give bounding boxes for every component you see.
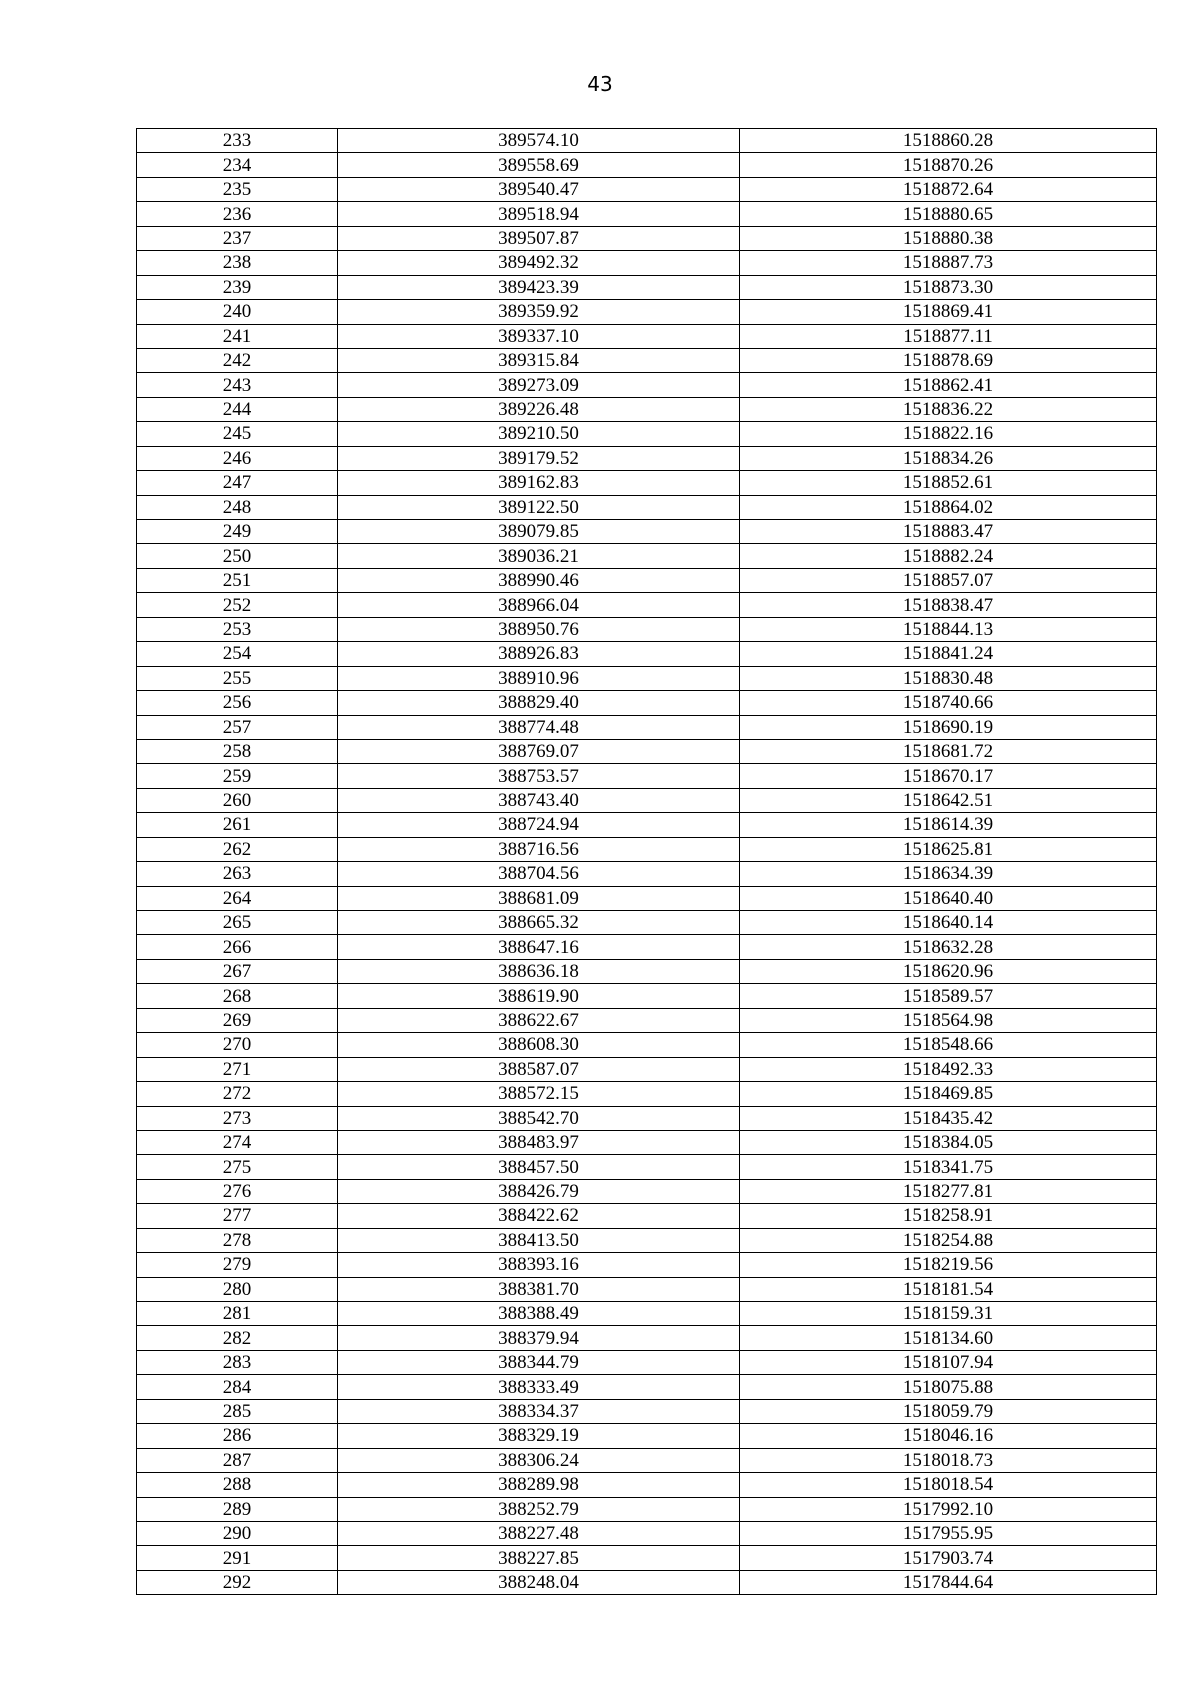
y-coordinate-cell: 1517903.74 <box>740 1546 1157 1570</box>
point-number-cell: 290 <box>137 1521 338 1545</box>
point-number-cell: 238 <box>137 251 338 275</box>
point-number-cell: 270 <box>137 1033 338 1057</box>
point-number-cell: 274 <box>137 1130 338 1154</box>
x-coordinate-cell: 388333.49 <box>338 1375 740 1399</box>
x-coordinate-cell: 388774.48 <box>338 715 740 739</box>
y-coordinate-cell: 1518834.26 <box>740 446 1157 470</box>
point-number-cell: 276 <box>137 1179 338 1203</box>
x-coordinate-cell: 388769.07 <box>338 739 740 763</box>
table-row <box>137 324 1157 348</box>
y-coordinate-cell: 1518860.28 <box>740 129 1157 153</box>
y-coordinate-cell: 1518159.31 <box>740 1302 1157 1326</box>
x-coordinate-cell: 388622.67 <box>338 1008 740 1032</box>
point-number-cell: 249 <box>137 520 338 544</box>
y-coordinate-cell: 1518870.26 <box>740 153 1157 177</box>
table-row <box>137 666 1157 690</box>
x-coordinate-cell: 388990.46 <box>338 568 740 592</box>
x-coordinate-cell: 389423.39 <box>338 275 740 299</box>
table-row <box>137 1057 1157 1081</box>
table-row <box>137 1228 1157 1252</box>
y-coordinate-cell: 1518841.24 <box>740 642 1157 666</box>
table-row <box>137 1033 1157 1057</box>
x-coordinate-cell: 389273.09 <box>338 373 740 397</box>
x-coordinate-cell: 389162.83 <box>338 471 740 495</box>
x-coordinate-cell: 388636.18 <box>338 959 740 983</box>
table-row <box>137 1179 1157 1203</box>
x-coordinate-cell: 389492.32 <box>338 251 740 275</box>
y-coordinate-cell: 1518564.98 <box>740 1008 1157 1032</box>
y-coordinate-cell: 1518075.88 <box>740 1375 1157 1399</box>
y-coordinate-cell: 1518862.41 <box>740 373 1157 397</box>
y-coordinate-cell: 1518134.60 <box>740 1326 1157 1350</box>
table-row <box>137 300 1157 324</box>
y-coordinate-cell: 1518883.47 <box>740 520 1157 544</box>
x-coordinate-cell: 388379.94 <box>338 1326 740 1350</box>
table-row <box>137 715 1157 739</box>
y-coordinate-cell: 1518836.22 <box>740 397 1157 421</box>
point-number-cell: 242 <box>137 348 338 372</box>
table-row <box>137 226 1157 250</box>
y-coordinate-cell: 1518872.64 <box>740 177 1157 201</box>
table-row <box>137 373 1157 397</box>
y-coordinate-cell: 1518548.66 <box>740 1033 1157 1057</box>
point-number-cell: 235 <box>137 177 338 201</box>
point-number-cell: 257 <box>137 715 338 739</box>
point-number-cell: 275 <box>137 1155 338 1179</box>
y-coordinate-cell: 1518864.02 <box>740 495 1157 519</box>
point-number-cell: 236 <box>137 202 338 226</box>
x-coordinate-cell: 389079.85 <box>338 520 740 544</box>
x-coordinate-cell: 388926.83 <box>338 642 740 666</box>
point-number-cell: 267 <box>137 959 338 983</box>
y-coordinate-cell: 1518844.13 <box>740 617 1157 641</box>
point-number-cell: 237 <box>137 226 338 250</box>
table-row <box>137 1082 1157 1106</box>
table-row <box>137 1521 1157 1545</box>
point-number-cell: 280 <box>137 1277 338 1301</box>
y-coordinate-cell: 1518640.40 <box>740 886 1157 910</box>
table-row <box>137 1130 1157 1154</box>
x-coordinate-cell: 388619.90 <box>338 984 740 1008</box>
x-coordinate-cell: 388572.15 <box>338 1082 740 1106</box>
table-row <box>137 1473 1157 1497</box>
y-coordinate-cell: 1518620.96 <box>740 959 1157 983</box>
y-coordinate-cell: 1518838.47 <box>740 593 1157 617</box>
y-coordinate-cell: 1518857.07 <box>740 568 1157 592</box>
y-coordinate-cell: 1517844.64 <box>740 1570 1157 1594</box>
point-number-cell: 283 <box>137 1350 338 1374</box>
point-number-cell: 265 <box>137 911 338 935</box>
point-number-cell: 233 <box>137 129 338 153</box>
coordinates-table-body <box>137 129 1157 1595</box>
table-row <box>137 911 1157 935</box>
table-row <box>137 1424 1157 1448</box>
y-coordinate-cell: 1518877.11 <box>740 324 1157 348</box>
table-row <box>137 813 1157 837</box>
x-coordinate-cell: 389210.50 <box>338 422 740 446</box>
y-coordinate-cell: 1518634.39 <box>740 862 1157 886</box>
point-number-cell: 284 <box>137 1375 338 1399</box>
point-number-cell: 259 <box>137 764 338 788</box>
x-coordinate-cell: 388704.56 <box>338 862 740 886</box>
table-row <box>137 739 1157 763</box>
table-row <box>137 984 1157 1008</box>
x-coordinate-cell: 388743.40 <box>338 788 740 812</box>
point-number-cell: 255 <box>137 666 338 690</box>
y-coordinate-cell: 1518258.91 <box>740 1204 1157 1228</box>
y-coordinate-cell: 1518589.57 <box>740 984 1157 1008</box>
table-row <box>137 1375 1157 1399</box>
point-number-cell: 262 <box>137 837 338 861</box>
y-coordinate-cell: 1518642.51 <box>740 788 1157 812</box>
x-coordinate-cell: 388647.16 <box>338 935 740 959</box>
point-number-cell: 244 <box>137 397 338 421</box>
x-coordinate-cell: 388483.97 <box>338 1130 740 1154</box>
point-number-cell: 252 <box>137 593 338 617</box>
y-coordinate-cell: 1518869.41 <box>740 300 1157 324</box>
x-coordinate-cell: 388716.56 <box>338 837 740 861</box>
y-coordinate-cell: 1518181.54 <box>740 1277 1157 1301</box>
point-number-cell: 246 <box>137 446 338 470</box>
x-coordinate-cell: 389359.92 <box>338 300 740 324</box>
x-coordinate-cell: 388753.57 <box>338 764 740 788</box>
y-coordinate-cell: 1518887.73 <box>740 251 1157 275</box>
x-coordinate-cell: 388344.79 <box>338 1350 740 1374</box>
point-number-cell: 254 <box>137 642 338 666</box>
table-row <box>137 129 1157 153</box>
y-coordinate-cell: 1518882.24 <box>740 544 1157 568</box>
table-row <box>137 837 1157 861</box>
point-number-cell: 264 <box>137 886 338 910</box>
y-coordinate-cell: 1518880.38 <box>740 226 1157 250</box>
table-row <box>137 1448 1157 1472</box>
y-coordinate-cell: 1518822.16 <box>740 422 1157 446</box>
x-coordinate-cell: 388457.50 <box>338 1155 740 1179</box>
point-number-cell: 269 <box>137 1008 338 1032</box>
y-coordinate-cell: 1518046.16 <box>740 1424 1157 1448</box>
table-row <box>137 862 1157 886</box>
table-row <box>137 544 1157 568</box>
point-number-cell: 258 <box>137 739 338 763</box>
table-row <box>137 1106 1157 1130</box>
table-row <box>137 1204 1157 1228</box>
page-number: 43 <box>587 72 613 96</box>
table-row <box>137 593 1157 617</box>
x-coordinate-cell: 388910.96 <box>338 666 740 690</box>
y-coordinate-cell: 1518670.17 <box>740 764 1157 788</box>
y-coordinate-cell: 1518384.05 <box>740 1130 1157 1154</box>
point-number-cell: 289 <box>137 1497 338 1521</box>
point-number-cell: 256 <box>137 691 338 715</box>
x-coordinate-cell: 389507.87 <box>338 226 740 250</box>
x-coordinate-cell: 388966.04 <box>338 593 740 617</box>
point-number-cell: 291 <box>137 1546 338 1570</box>
x-coordinate-cell: 389315.84 <box>338 348 740 372</box>
x-coordinate-cell: 388248.04 <box>338 1570 740 1594</box>
table-row <box>137 275 1157 299</box>
point-number-cell: 263 <box>137 862 338 886</box>
y-coordinate-cell: 1518219.56 <box>740 1253 1157 1277</box>
point-number-cell: 286 <box>137 1424 338 1448</box>
table-row <box>137 1326 1157 1350</box>
x-coordinate-cell: 388227.48 <box>338 1521 740 1545</box>
table-row <box>137 1008 1157 1032</box>
y-coordinate-cell: 1518640.14 <box>740 911 1157 935</box>
x-coordinate-cell: 388542.70 <box>338 1106 740 1130</box>
table-row <box>137 886 1157 910</box>
x-coordinate-cell: 388724.94 <box>338 813 740 837</box>
table-row <box>137 251 1157 275</box>
point-number-cell: 245 <box>137 422 338 446</box>
y-coordinate-cell: 1518018.73 <box>740 1448 1157 1472</box>
point-number-cell: 281 <box>137 1302 338 1326</box>
coordinates-table <box>136 128 1157 1595</box>
x-coordinate-cell: 389574.10 <box>338 129 740 153</box>
x-coordinate-cell: 389036.21 <box>338 544 740 568</box>
table-row <box>137 495 1157 519</box>
y-coordinate-cell: 1518018.54 <box>740 1473 1157 1497</box>
table-row <box>137 177 1157 201</box>
point-number-cell: 266 <box>137 935 338 959</box>
table-row <box>137 446 1157 470</box>
y-coordinate-cell: 1518740.66 <box>740 691 1157 715</box>
x-coordinate-cell: 388334.37 <box>338 1399 740 1423</box>
x-coordinate-cell: 388413.50 <box>338 1228 740 1252</box>
y-coordinate-cell: 1518492.33 <box>740 1057 1157 1081</box>
point-number-cell: 260 <box>137 788 338 812</box>
x-coordinate-cell: 388393.16 <box>338 1253 740 1277</box>
x-coordinate-cell: 388252.79 <box>338 1497 740 1521</box>
point-number-cell: 287 <box>137 1448 338 1472</box>
x-coordinate-cell: 389337.10 <box>338 324 740 348</box>
table-row <box>137 1277 1157 1301</box>
point-number-cell: 247 <box>137 471 338 495</box>
y-coordinate-cell: 1518614.39 <box>740 813 1157 837</box>
table-row <box>137 397 1157 421</box>
x-coordinate-cell: 388289.98 <box>338 1473 740 1497</box>
y-coordinate-cell: 1518107.94 <box>740 1350 1157 1374</box>
table-row <box>137 959 1157 983</box>
point-number-cell: 273 <box>137 1106 338 1130</box>
y-coordinate-cell: 1518873.30 <box>740 275 1157 299</box>
point-number-cell: 241 <box>137 324 338 348</box>
point-number-cell: 285 <box>137 1399 338 1423</box>
y-coordinate-cell: 1518852.61 <box>740 471 1157 495</box>
table-row <box>137 764 1157 788</box>
table-row <box>137 1302 1157 1326</box>
y-coordinate-cell: 1518690.19 <box>740 715 1157 739</box>
table-row <box>137 788 1157 812</box>
x-coordinate-cell: 388608.30 <box>338 1033 740 1057</box>
y-coordinate-cell: 1518059.79 <box>740 1399 1157 1423</box>
table-row <box>137 1350 1157 1374</box>
table-row <box>137 1546 1157 1570</box>
table-row <box>137 1155 1157 1179</box>
y-coordinate-cell: 1518681.72 <box>740 739 1157 763</box>
point-number-cell: 277 <box>137 1204 338 1228</box>
x-coordinate-cell: 388587.07 <box>338 1057 740 1081</box>
x-coordinate-cell: 388381.70 <box>338 1277 740 1301</box>
x-coordinate-cell: 388829.40 <box>338 691 740 715</box>
point-number-cell: 279 <box>137 1253 338 1277</box>
x-coordinate-cell: 388388.49 <box>338 1302 740 1326</box>
point-number-cell: 253 <box>137 617 338 641</box>
table-row <box>137 471 1157 495</box>
point-number-cell: 240 <box>137 300 338 324</box>
point-number-cell: 250 <box>137 544 338 568</box>
table-row <box>137 1570 1157 1594</box>
point-number-cell: 251 <box>137 568 338 592</box>
x-coordinate-cell: 388227.85 <box>338 1546 740 1570</box>
y-coordinate-cell: 1518830.48 <box>740 666 1157 690</box>
table-row <box>137 568 1157 592</box>
x-coordinate-cell: 388950.76 <box>338 617 740 641</box>
x-coordinate-cell: 389518.94 <box>338 202 740 226</box>
x-coordinate-cell: 389226.48 <box>338 397 740 421</box>
y-coordinate-cell: 1518469.85 <box>740 1082 1157 1106</box>
point-number-cell: 268 <box>137 984 338 1008</box>
point-number-cell: 278 <box>137 1228 338 1252</box>
y-coordinate-cell: 1518254.88 <box>740 1228 1157 1252</box>
point-number-cell: 248 <box>137 495 338 519</box>
x-coordinate-cell: 388426.79 <box>338 1179 740 1203</box>
x-coordinate-cell: 389179.52 <box>338 446 740 470</box>
point-number-cell: 288 <box>137 1473 338 1497</box>
point-number-cell: 261 <box>137 813 338 837</box>
y-coordinate-cell: 1518277.81 <box>740 1179 1157 1203</box>
y-coordinate-cell: 1518632.28 <box>740 935 1157 959</box>
point-number-cell: 292 <box>137 1570 338 1594</box>
y-coordinate-cell: 1517955.95 <box>740 1521 1157 1545</box>
table-row <box>137 1497 1157 1521</box>
x-coordinate-cell: 388306.24 <box>338 1448 740 1472</box>
y-coordinate-cell: 1518341.75 <box>740 1155 1157 1179</box>
table-row <box>137 1399 1157 1423</box>
point-number-cell: 234 <box>137 153 338 177</box>
point-number-cell: 272 <box>137 1082 338 1106</box>
y-coordinate-cell: 1518625.81 <box>740 837 1157 861</box>
table-row <box>137 1253 1157 1277</box>
x-coordinate-cell: 389122.50 <box>338 495 740 519</box>
x-coordinate-cell: 389540.47 <box>338 177 740 201</box>
table-row <box>137 348 1157 372</box>
table-row <box>137 422 1157 446</box>
table-row <box>137 691 1157 715</box>
x-coordinate-cell: 388665.32 <box>338 911 740 935</box>
y-coordinate-cell: 1518435.42 <box>740 1106 1157 1130</box>
point-number-cell: 271 <box>137 1057 338 1081</box>
x-coordinate-cell: 388681.09 <box>338 886 740 910</box>
point-number-cell: 239 <box>137 275 338 299</box>
table-row <box>137 202 1157 226</box>
y-coordinate-cell: 1518878.69 <box>740 348 1157 372</box>
table-row <box>137 642 1157 666</box>
x-coordinate-cell: 388422.62 <box>338 1204 740 1228</box>
table-row <box>137 520 1157 544</box>
point-number-cell: 243 <box>137 373 338 397</box>
y-coordinate-cell: 1518880.65 <box>740 202 1157 226</box>
table-row <box>137 617 1157 641</box>
y-coordinate-cell: 1517992.10 <box>740 1497 1157 1521</box>
x-coordinate-cell: 388329.19 <box>338 1424 740 1448</box>
point-number-cell: 282 <box>137 1326 338 1350</box>
table-row <box>137 935 1157 959</box>
table-row <box>137 153 1157 177</box>
x-coordinate-cell: 389558.69 <box>338 153 740 177</box>
